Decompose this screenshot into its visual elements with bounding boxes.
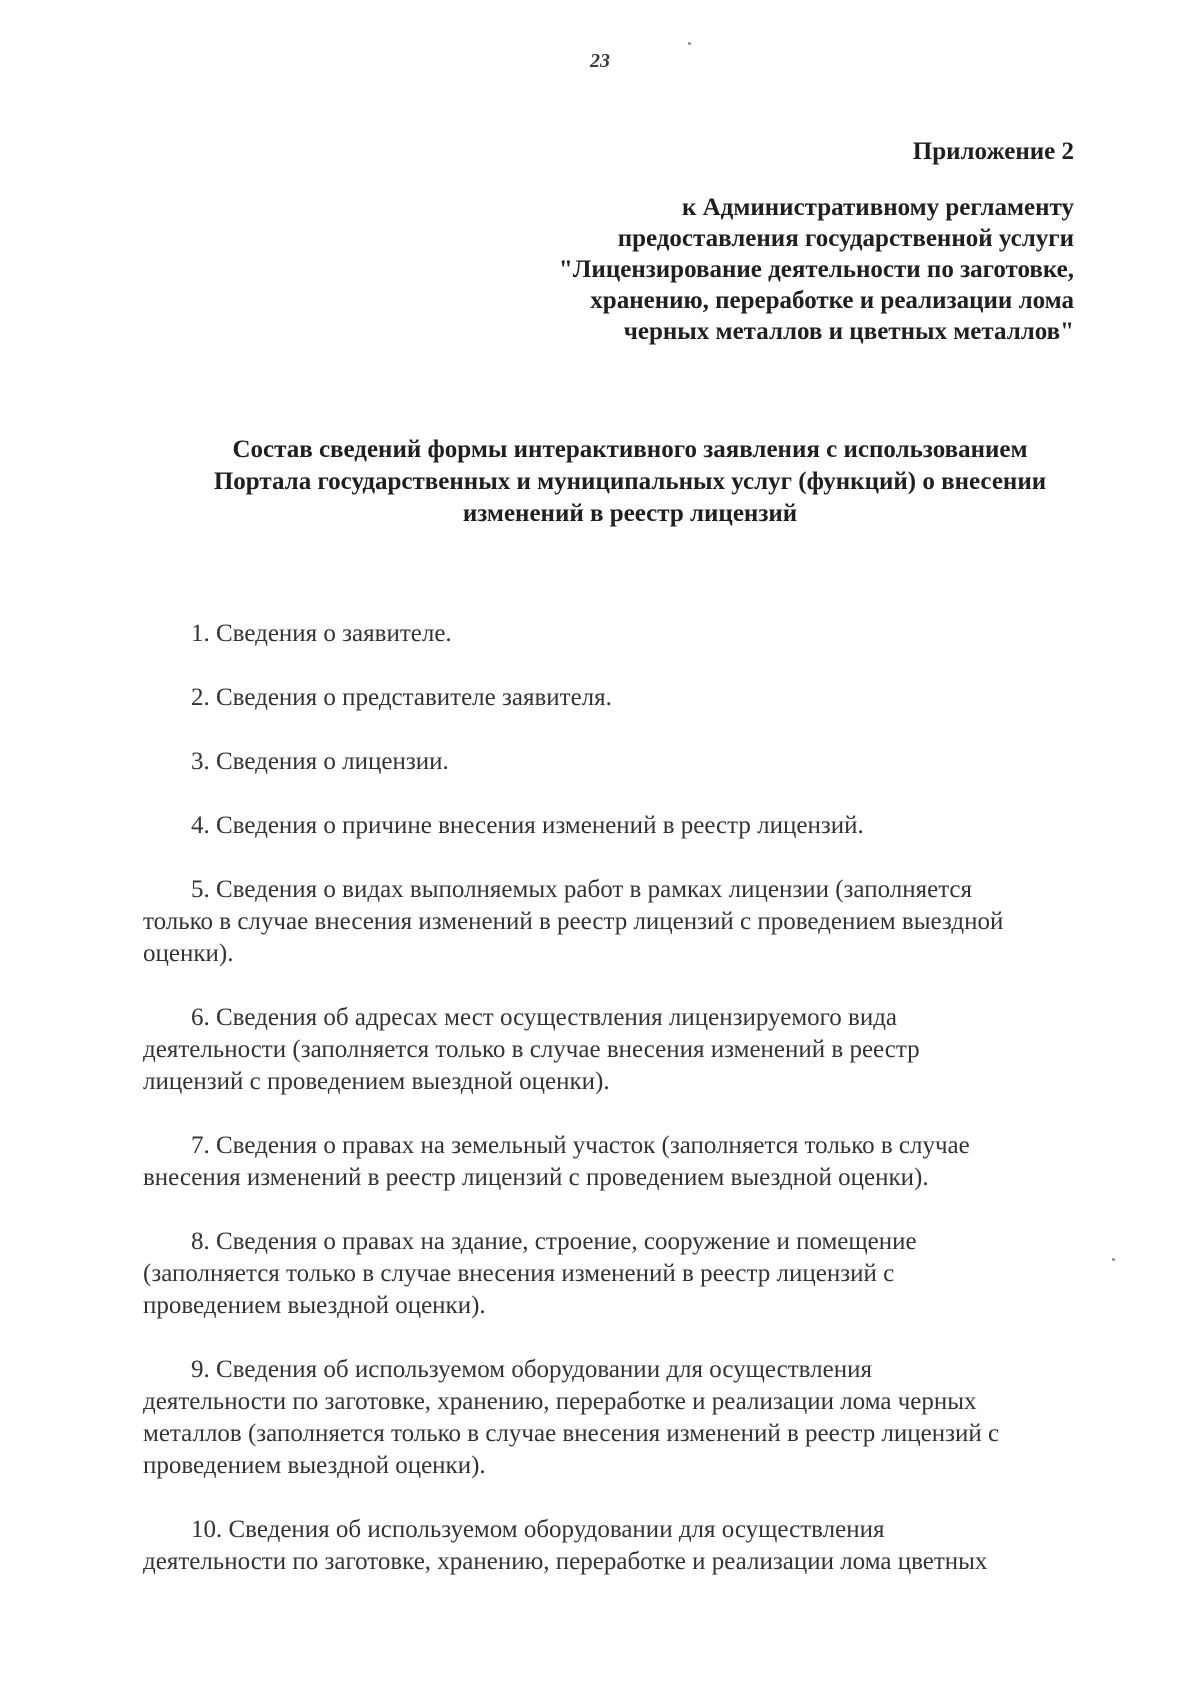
list-item bbox=[143, 810, 1123, 842]
list-item bbox=[143, 1002, 1123, 1098]
annex-subtitle-line: предоставления государственной услуги bbox=[617, 225, 1074, 252]
list-item-line: 4. Сведения о причине внесения изменений в реестр лицензий. bbox=[191, 812, 864, 839]
list-item bbox=[143, 1514, 1123, 1578]
list-item bbox=[143, 874, 1123, 970]
scan-speck bbox=[688, 42, 691, 45]
list-item-line: 1. Сведения о заявителе. bbox=[191, 620, 452, 647]
list-item bbox=[143, 682, 1123, 714]
page-number: 23 bbox=[590, 50, 610, 72]
document-title bbox=[150, 434, 1110, 530]
list-item-line: 9. Сведения об используемом оборудовании для осуществления bbox=[191, 1356, 872, 1383]
list-item-line: 2. Сведения о представителе заявителя. bbox=[191, 684, 612, 711]
annex-subtitle-line: хранению, переработке и реализации лома bbox=[590, 287, 1074, 314]
list-item-line: 6. Сведения об адресах мест осуществления лицензируемого вида bbox=[191, 1004, 898, 1031]
list-item-line: (заполняется только в случае внесения изменений в реестр лицензий с bbox=[143, 1260, 895, 1287]
list-item-line: только в случае внесения изменений в реестр лицензий с проведением выездной bbox=[143, 908, 1004, 935]
annex-subtitle-line: "Лицензирование деятельности по заготовке, bbox=[558, 256, 1074, 283]
items-list bbox=[143, 618, 1123, 1610]
list-item bbox=[143, 1226, 1123, 1322]
list-item bbox=[143, 1354, 1123, 1482]
list-item-line: 5. Сведения о видах выполняемых работ в рамках лицензии (заполняется bbox=[191, 876, 973, 903]
list-item-line: деятельности (заполняется только в случае внесения изменений в реестр bbox=[143, 1036, 920, 1063]
annex-subtitle bbox=[559, 192, 1074, 347]
list-item bbox=[143, 746, 1123, 778]
list-item-line: 3. Сведения о лицензии. bbox=[191, 748, 449, 775]
document-title-line: Состав сведений формы интерактивного заявления с использованием bbox=[232, 436, 1028, 463]
list-item bbox=[143, 618, 1123, 650]
document-title-line: изменений в реестр лицензий bbox=[462, 500, 798, 527]
list-item-line: проведением выездной оценки). bbox=[143, 1452, 486, 1479]
annex-subtitle-line: черных металлов и цветных металлов" bbox=[623, 318, 1074, 345]
list-item-line: внесения изменений в реестр лицензий с проведением выездной оценки). bbox=[143, 1164, 929, 1191]
list-item bbox=[143, 1130, 1123, 1194]
list-item-line: деятельности по заготовке, хранению, переработке и реализации лома черных bbox=[143, 1388, 977, 1415]
list-item-line: 7. Сведения о правах на земельный участок (заполняется только в случае bbox=[191, 1132, 970, 1159]
list-item-line: деятельности по заготовке, хранению, переработке и реализации лома цветных bbox=[143, 1548, 988, 1575]
list-item-line: 8. Сведения о правах на здание, строение, сооружение и помещение bbox=[191, 1228, 917, 1255]
list-item-line: проведением выездной оценки). bbox=[143, 1292, 486, 1319]
annex-label: Приложение 2 bbox=[912, 138, 1074, 165]
annex-subtitle-line: к Административному регламенту bbox=[681, 194, 1074, 221]
list-item-line: металлов (заполняется только в случае внесения изменений в реестр лицензий с bbox=[143, 1420, 1000, 1447]
list-item-line: 10. Сведения об используемом оборудовании для осуществления bbox=[191, 1516, 885, 1543]
list-item-line: лицензий с проведением выездной оценки). bbox=[143, 1068, 610, 1095]
document-title-line: Портала государственных и муниципальных услуг (функций) о внесении bbox=[213, 468, 1047, 495]
list-item-line: оценки). bbox=[143, 940, 234, 967]
